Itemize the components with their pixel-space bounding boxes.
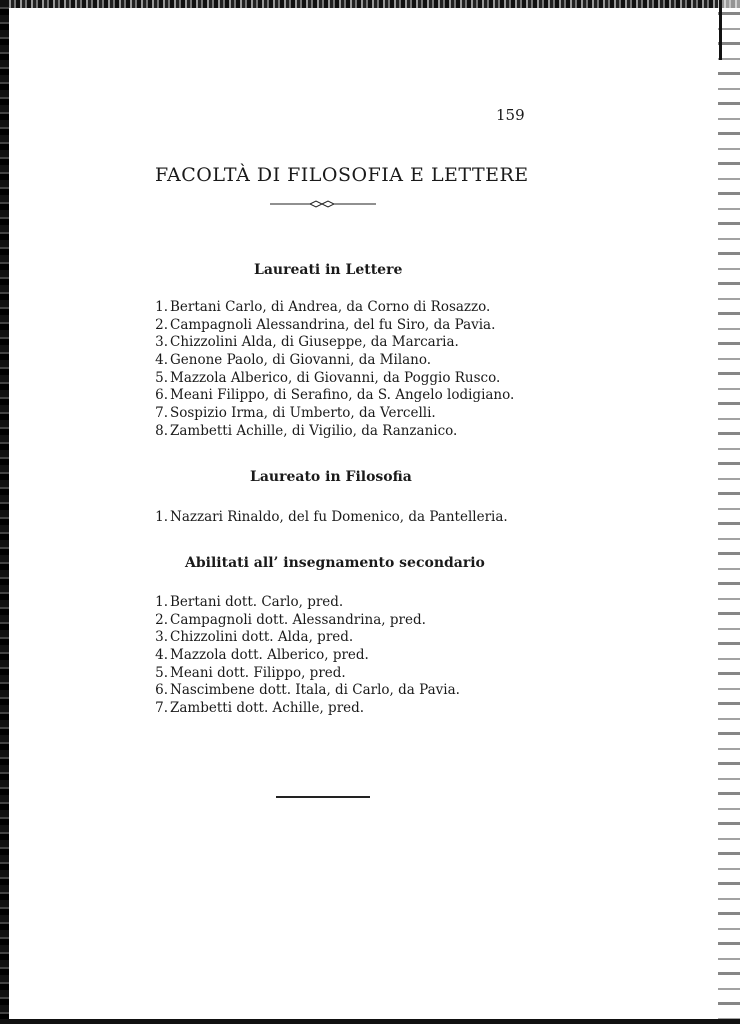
list-laureato-filosofia [147,509,508,527]
list-item [147,612,460,630]
item-text: Zambetti Achille, di Vigilio, da Ranzanico. [170,422,458,439]
item-text: Campagnoli dott. Alessandrina, pred. [170,611,426,628]
scan-edge-left [0,0,9,1024]
page-title: FACOLTÀ DI FILOSOFIA E LETTERE [155,164,529,186]
scan-edge-bottom [0,1019,740,1024]
list-item [147,665,460,683]
list-item [147,299,514,317]
closing-rule [276,796,370,798]
list-item [147,387,514,405]
item-text: Sospizio Irma, di Umberto, da Vercelli. [170,405,436,422]
item-text: Nascimbene dott. Itala, di Carlo, da Pavia. [170,682,460,699]
item-text: Mazzola Alberico, di Giovanni, da Poggio Rusco. [170,369,501,386]
item-number: 6. [155,682,168,699]
section-heading-abilitati: Abilitati all’ insegnamento secondario [185,555,485,571]
item-number: 8. [155,422,168,439]
list-item [147,682,460,700]
list-item [147,370,514,388]
item-number: 5. [155,369,168,386]
list-laureati-lettere [147,299,514,441]
list-item [147,700,460,718]
item-number: 4. [155,647,168,664]
list-item [147,509,508,527]
list-item [147,647,460,665]
scan-edge-top [0,0,740,8]
item-number: 1. [155,509,168,525]
item-number: 1. [155,299,168,315]
item-number: 2. [155,316,168,333]
item-number: 6. [155,387,168,404]
title-ornament [270,200,376,208]
item-number: 5. [155,664,168,681]
item-text: Nazzari Rinaldo, del fu Domenico, da Pantelleria. [170,509,508,525]
item-text: Zambetti dott. Achille, pred. [170,700,365,717]
item-text: Chizzolini Alda, di Giuseppe, da Marcaria. [170,334,459,351]
section-heading-laureati-lettere: Laureati in Lettere [254,262,403,278]
scan-edge-right [718,0,740,1024]
list-item [147,334,514,352]
item-text: Meani dott. Filippo, pred. [170,664,346,681]
list-item [147,594,460,612]
item-number: 2. [155,611,168,628]
item-number: 3. [155,334,168,351]
item-text: Bertani dott. Carlo, pred. [170,594,344,610]
page-number: 159 [496,106,525,124]
item-text: Bertani Carlo, di Andrea, da Corno di Rosazzo. [170,299,491,315]
item-number: 4. [155,352,168,369]
item-text: Genone Paolo, di Giovanni, da Milano. [170,352,432,369]
item-text: Meani Filippo, di Serafino, da S. Angelo lodigiano. [170,387,515,404]
list-item [147,352,514,370]
list-item [147,317,514,335]
list-item [147,405,514,423]
item-number: 7. [155,700,168,717]
item-text: Mazzola dott. Alberico, pred. [170,647,369,664]
item-number: 3. [155,629,168,646]
item-number: 7. [155,405,168,422]
item-text: Campagnoli Alessandrina, del fu Siro, da Pavia. [170,316,496,333]
scan-edge-right-line [719,0,722,60]
item-text: Chizzolini dott. Alda, pred. [170,629,354,646]
section-heading-laureato-filosofia: Laureato in Filosofia [250,469,412,485]
item-number: 1. [155,594,168,610]
list-item [147,629,460,647]
list-item [147,423,514,441]
list-abilitati [147,594,460,718]
